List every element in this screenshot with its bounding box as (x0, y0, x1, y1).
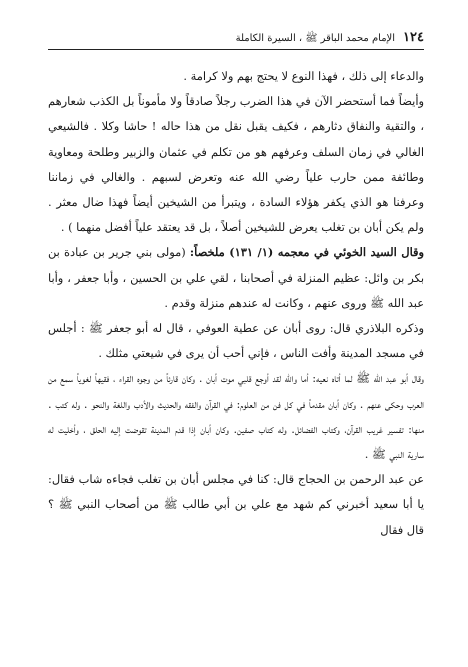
paragraph-text: وأيضاً فما أستحضر الآن في هذا الضرب رجلاً صادقاً ولا مأموناً بل الكذب شعارهم ، والتقية والنفاق دثارهم ، فكيف يقبل نقل من هذا حاله ! حاشا وكلا . فالشيعي الغالي في زمان السلف وعرفهم هو من تكلم في عثمان والزبير وطلحة ومعاوية وطائفة ممن حارب علياً رضي الله عنه وتعرض لسبهم . والغالي في زماننا وعرفنا هو الذي يكفر هؤلاء السادة ، ويتبرأ من الشيخين أيضاً فهذا ضال معثر . ولم يكن أبان بن تغلب يعرض للشيخين أصلاً ، بل قد يعتقد علياً أفضل منهما ) . (48, 94, 424, 235)
paragraph-text: وذكره البلاذري قال: روى أبان عن عطية العوفي ، قال له أبو جعفر ﷺ : أجلس في مسجد المدينة وأفت الناس ، فإني أحب أن يرى في شيعتي مثلك . (48, 321, 424, 361)
page-header (48, 30, 424, 50)
paragraph (48, 64, 424, 89)
paragraph (48, 240, 424, 316)
book-page (48, 30, 424, 543)
page-number: ١٢٤ (403, 30, 424, 45)
paragraph-text: وقال أبو عبد الله ﷺ لما أتاه نعيه: أما والله لقد أوجع قلبي موت أبان . وكان قارئاً من وجوه القراء ، فقيهاً لغوياً سمع من العرب وحكى عنهم . وكان أبان مقدماً في كل فن من العلوم: في القرآن والفقه والحديث والأدب واللغة والنحو . وله كتب . منها: تفسير غريب القرآن، وكتاب الفضائل. وله كتاب صفين. وكان أبان إذا قدم المدينة تقوضت إليه الحلق ، وأخليت له سارية النبي ﷺ . (48, 371, 424, 462)
page-body (48, 64, 424, 543)
paragraph (48, 316, 424, 366)
paragraph-text: والدعاء إلى ذلك ، فهذا النوع لا يحتج بهم ولا كرامة . (183, 69, 424, 83)
paragraph-text: (مولى بني جرير بن عبادة بن بكر بن وائل: عظيم المنزلة في أصحابنا ، لقي علي بن الحسين ، وأبا جعفر ، وأبا عبد الله ﷺ وروى عنهم ، وكانت له عندهم منزلة وقدم . (48, 245, 424, 310)
paragraph (48, 89, 424, 240)
running-title: الإمام محمد الباقر ﷺ ، السيرة الكاملة (235, 33, 396, 44)
paragraph-text: عن عبد الرحمن بن الحجاج قال: كنا في مجلس أبان بن تغلب فجاءه شاب فقال: يا أبا سعيد أخبرني كم شهد مع علي بن أبي طالب ﷺ من أصحاب النبي ﷺ ؟ قال فقال (48, 472, 424, 537)
paragraph (48, 366, 424, 467)
citation-lead: وقال السيد الخوئي في معجمه (١/ ١٣١) ملخصاً: (189, 245, 424, 260)
paragraph (48, 467, 424, 543)
